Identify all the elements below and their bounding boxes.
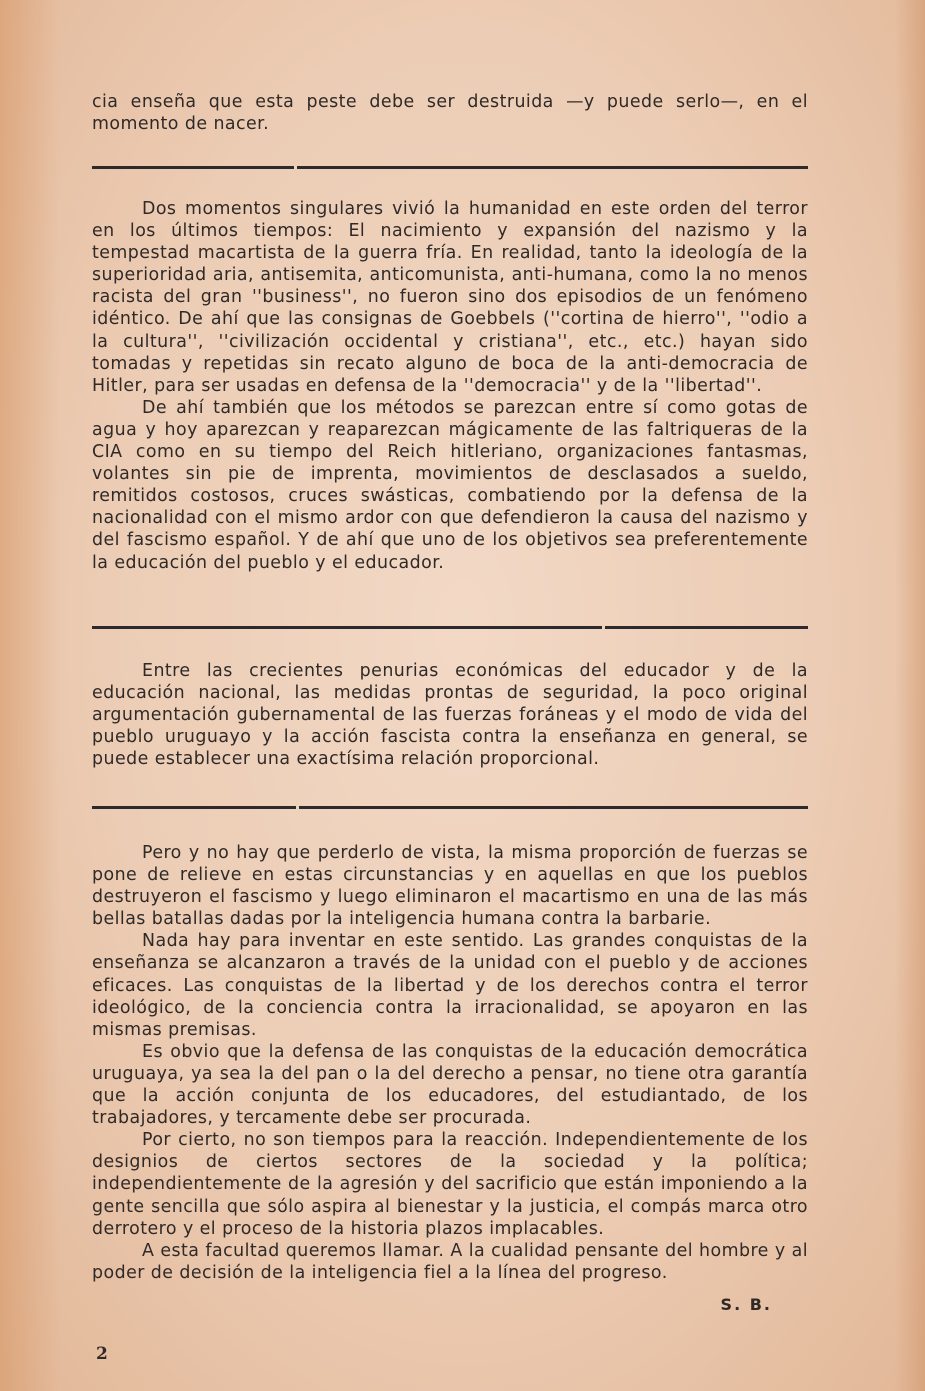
section-divider-rule <box>92 806 808 809</box>
section-divider-rule <box>92 166 808 169</box>
page-number: 2 <box>96 1344 108 1364</box>
paragraph: Dos momentos singulares vivió la humanidad en este orden del terror en los últimos tiempos: El nacimiento y expansión del nazismo y la tempestad macartista de la guerra fría. En realidad, tanto la ideología de la superioridad aria, antisemita, anticomunista, anti-humana, como la no menos racista del gran ''business'', no fueron sino dos episodios de un fenómeno idéntico. De ahí que las consignas de Goebbels (''cortina de hierro'', ''odio a la cultura'', ''civilización occidental y cristiana'', etc., etc.) hayan sido tomadas y repetidas sin recato alguno de boca de la anti-democracia de Hitler, para ser usadas en defensa de la ''democracia'' y de la ''libertad''. <box>92 199 808 396</box>
paragraph: Por cierto, no son tiempos para la reacción. Independientemente de los designios de ciertos sectores de la sociedad y la política; independientemente de la agresión y del sacrificio que están imponiendo a la gente sencilla que sólo aspira al bienestar y la justicia, el compás marca otro derrotero y el proceso de la historia plazos implacables. <box>92 1130 808 1239</box>
paragraph: Nada hay para inventar en este sentido. Las grandes conquistas de la enseñanza se alcanzaron a través de la unidad con el pueblo y de acciones eficaces. Las conquistas de la libertad y de los derechos contra el terror ideológico, de la conciencia contra la irracionalidad, se apoyaron en las mismas premisas. <box>92 931 808 1040</box>
section-divider-rule <box>92 626 808 629</box>
paragraph: Es obvio que la defensa de las conquistas de la educación democrática uruguaya, ya sea la del pan o la del derecho a pensar, no tiene otra garantía que la acción conjunta de los educadores, del estudiantado, de los trabajadores, y tercamente debe ser procurada. <box>92 1041 808 1129</box>
page-edge-shadow-right <box>895 0 925 1391</box>
page-edge-shadow-left <box>0 0 60 1391</box>
paragraph: De ahí también que los métodos se parezcan entre sí como gotas de agua y hoy aparezcan y reaparezcan mágicamente de las faltriqueras de la CIA como en su tiempo del Reich hitleriano, organizaciones fantasmas, volantes sin pie de imprenta, movimientos de desclasados a sueldo, remitidos costosos, cruces swásticas, combatiendo por la defensa de la nacionalidad con el mismo ardor con que defendieron la causa del nazismo y del fascismo español. Y de ahí que uno de los objetivos sea preferentemente la educación del pueblo y el educador. <box>92 397 808 573</box>
section-nazism-macartism <box>92 198 808 574</box>
paragraph: cia enseña que esta peste debe ser destruida —y puede serlo—, en el momento de nacer. <box>92 92 808 135</box>
section-continued-text <box>92 91 808 135</box>
paragraph: A esta facultad queremos llamar. A la cualidad pensante del hombre y al poder de decisión de la inteligencia fiel a la línea del progreso. <box>92 1240 808 1283</box>
section-conclusion <box>92 842 808 1284</box>
section-education-proportion <box>92 660 808 770</box>
paragraph: Entre las crecientes penurias económicas del educador y de la educación nacional, las medidas prontas de seguridad, la poco original argumentación gubernamental de las fuerzas foráneas y el modo de vida del pueblo uruguayo y la acción fascista contra la enseñanza en general, se puede establecer una exactísima relación proporcional. <box>92 661 808 770</box>
paragraph: Pero y no hay que perderlo de vista, la misma proporción de fuerzas se pone de relieve en estas circunstancias y en aquellas en que los pueblos destruyeron el fascismo y luego eliminaron el macartismo en una de las más bellas batallas dadas por la inteligencia humana contra la barbarie. <box>92 843 808 930</box>
author-signature: S. B. <box>720 1295 772 1314</box>
